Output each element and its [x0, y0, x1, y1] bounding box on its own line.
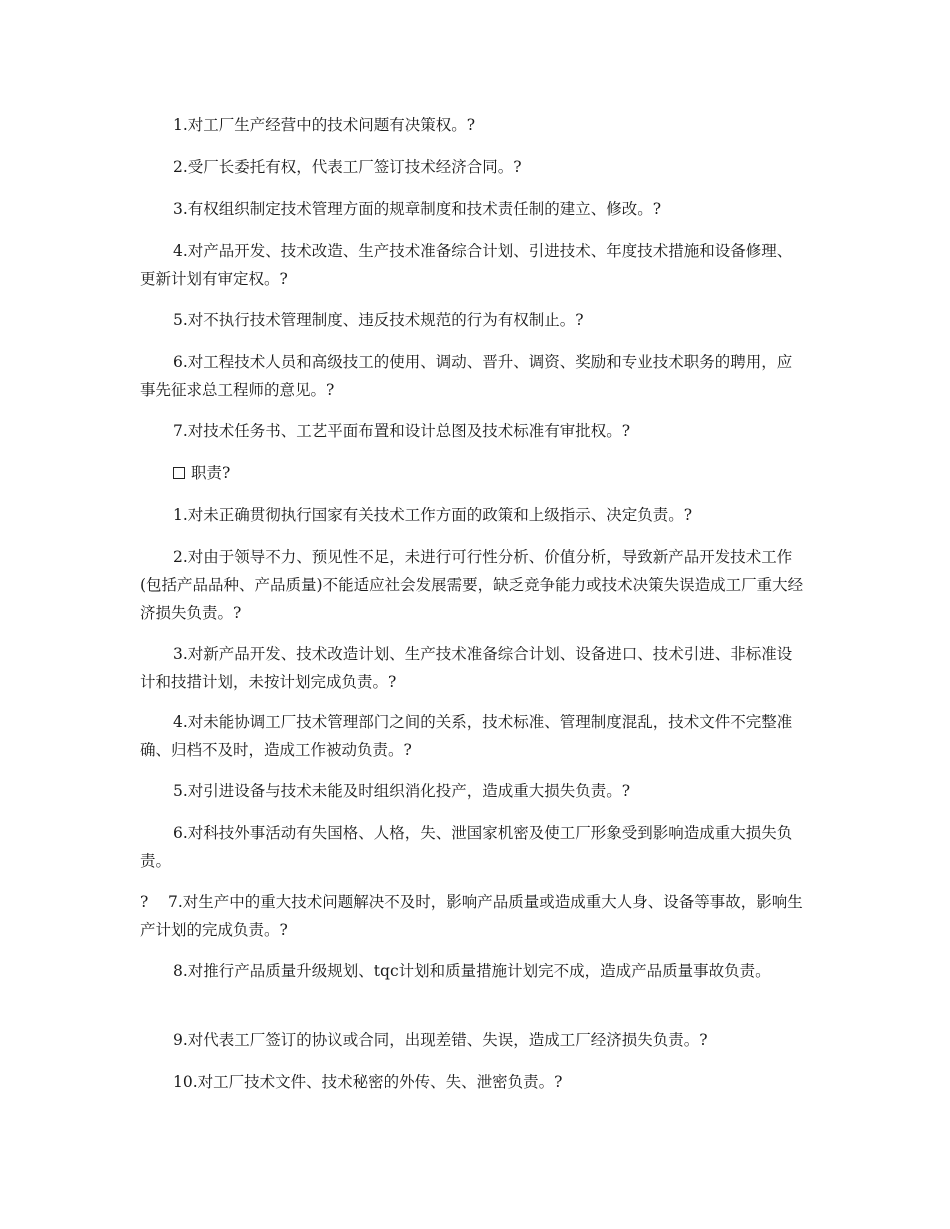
authority-item-5: 5.对不执行技术管理制度、违反技术规范的行为有权制止。?	[173, 311, 584, 329]
duty-item-2: 2.对由于领导不力、预见性不足，未进行可行性分析、价值分析，导致新产品开发技术工作(包括产品品种、产品质量)不能适应社会发展需要，缺乏竞争能力或技术决策失误造成工厂重大经济损失负责。?	[140, 548, 804, 622]
section-heading-label: 职责?	[191, 464, 231, 482]
duty-item-5: 5.对引进设备与技术未能及时组织消化投产，造成重大损失负责。?	[173, 782, 631, 800]
duty-item-6: 6.对科技外事活动有失国格、人格，失、泄国家机密及使工厂形象受到影响造成重大损失负责。	[140, 824, 793, 870]
authority-item-7: 7.对技术任务书、工艺平面布置和设计总图及技术标准有审批权。?	[173, 422, 631, 440]
duty-item-1: 1.对未正确贯彻执行国家有关技术工作方面的政策和上级指示、决定负责。?	[173, 506, 693, 524]
duty-item-3: 3.对新产品开发、技术改造计划、生产技术准备综合计划、设备进口、技术引进、非标准设计和技措计划，未按计划完成负责。?	[140, 645, 793, 691]
authority-item-6: 6.对工程技术人员和高级技工的使用、调动、晋升、调资、奖励和专业技术职务的聘用，应事先征求总工程师的意见。?	[140, 353, 793, 399]
duty-item-8: 8.对推行产品质量升级规划、tqc计划和质量措施计划完不成，造成产品质量事故负责。	[173, 962, 771, 980]
authority-item-4: 4.对产品开发、技术改造、生产技术准备综合计划、引进技术、年度技术措施和设备修理、更新计划有审定权。?	[140, 242, 793, 288]
duty-item-7-lead-mark: ?	[140, 893, 149, 911]
authority-item-1: 1.对工厂生产经营中的技术问题有决策权。?	[173, 116, 476, 134]
authority-item-2: 2.受厂长委托有权，代表工厂签订技术经济合同。?	[173, 158, 522, 176]
duty-item-9: 9.对代表工厂签订的协议或合同，出现差错、失误，造成工厂经济损失负责。?	[173, 1031, 708, 1049]
duty-item-10: 10.对工厂技术文件、技术秘密的外传、失、泄密负责。?	[173, 1073, 563, 1091]
section-heading	[173, 459, 230, 487]
duty-item-4: 4.对未能协调工厂技术管理部门之间的关系，技术标准、管理制度混乱，技术文件不完整准确、归档不及时，造成工作被动负责。?	[140, 713, 793, 759]
duty-item-7: 7.对生产中的重大技术问题解决不及时，影响产品质量或造成重大人身、设备等事故，影响生产计划的完成负责。?	[140, 893, 803, 939]
authority-item-3: 3.有权组织制定技术管理方面的规章制度和技术责任制的建立、修改。?	[173, 200, 662, 218]
checkbox-icon	[173, 467, 185, 479]
duty-item-7-wrapper	[140, 888, 805, 944]
